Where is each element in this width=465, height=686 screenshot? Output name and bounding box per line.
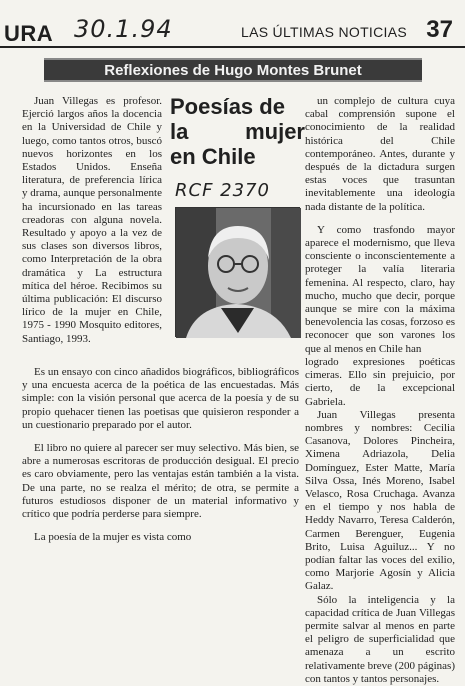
headline-line-2 xyxy=(170,119,305,144)
paragraph: logrado expresiones poéticas cimeras. Ello sin prejuicio, por cierto, de la excepcional Gabriela. xyxy=(305,356,455,408)
handwritten-date: 30.1.94 xyxy=(74,15,173,43)
paragraph: Y como trasfondo mayor aparece el modernismo, que lleva consciente o inconscientemente a proteger la valía literaria femenina. Al respecto, claro, hay mucho, mucho que decir, porque aunque se mire con la máxima benevolencia las cosas, forzoso es reconocer que son varones los que al menos en Chile han xyxy=(305,223,455,355)
handwritten-reference: RCF 2370 xyxy=(175,180,270,201)
page-number: 37 xyxy=(426,16,453,43)
article-column-right xyxy=(305,95,455,356)
headline-line-3: en Chile xyxy=(170,144,256,169)
paragraph: Juan Villegas es profesor. Ejerció largos años la docencia en la Universidad de Chile y luego, como tantos otros, buscó nuevos horizontes en los Estados Unidos. Enseña literatura, de preferencia lírica y drama, aunque personalmente ha incursionado en las tareas creadoras con alguna novela. Resultado y apoyo a la vez de sus clases son diversos libros, como Interpretación de la obra dramática y La estructura mítica del héroe. Recibimos su última publicación: El discurso lírico de la mujer en Chile, 1975 - 1990 Mosquito editores, Santiago, 1993. xyxy=(22,95,162,345)
headline xyxy=(170,94,305,169)
paragraph: un complejo de cultura cuya cabal comprensión supone el conocimiento de la realidad histórica del Chile contemporáneo. Antes, durante y después de la dictadura surgen estas voces que trasuntan inevitablemente una ideología nada distante de la política. xyxy=(305,95,455,213)
paragraph: Juan Villegas presenta nombres y nombres: Cecilia Casanova, Dolores Pincheira, Ximena Adriazola, Delia Domínguez, Ester Matte, María Silva Ossa, Inés Moreno, Isabel Velasco, Rosa Cruchaga. Avanza en el tiempo y nos habla de Heddy Navarro, Teresa Calderón, Carmen Berenguer, Eugenia Brito, Luisa Aguiluz... Y no podían faltar las voces del exilio, como Marjorie Agosín y Alicia Galaz. xyxy=(305,408,455,593)
article-column-bottom xyxy=(22,366,299,544)
headline-word: mujer xyxy=(245,119,305,144)
headline-line-1: Poesías de xyxy=(170,94,285,119)
header-rule xyxy=(0,46,465,48)
paragraph: Sólo la inteligencia y la capacidad crítica de Juan Villegas permite salvar al menos en parte el peligro de superficialidad que amenaza a un escrito relativamente breve (200 páginas) con tantos y tantos personajes. xyxy=(305,593,455,685)
portrait-image xyxy=(176,208,301,338)
section-label: URA xyxy=(4,21,54,46)
article-column-left xyxy=(22,95,162,346)
publication-name: LAS ÚLTIMAS NOTICIAS xyxy=(241,24,407,40)
article-column-right-bottom xyxy=(305,356,455,686)
paragraph: El libro no quiere al parecer ser muy selectivo. Más bien, se abre a numerosas escritoras de producción desigual. El precio es caro obviamente, pero las ventajas están también a la vista. De una parte, no se realza el mérito; de otra, se permite a futuros estudiosos disponer de un material informativo y crítico que podría perderse para siempre. xyxy=(22,442,299,521)
paragraph: Es un ensayo con cinco añadidos biográficos, bibliográficos y una encuesta acerca de la poética de las encuestadas. Más simple: con la visión personal que acerca de la poesía y de su propio quehacer tienen las poetisas que quisieron responder a un cuestionario preparado por el autor. xyxy=(22,366,299,431)
author-photo xyxy=(175,207,300,337)
headline-word: la xyxy=(170,119,189,144)
column-banner: Reflexiones de Hugo Montes Brunet xyxy=(44,58,422,82)
paragraph: La poesía de la mujer es vista como xyxy=(34,531,192,544)
